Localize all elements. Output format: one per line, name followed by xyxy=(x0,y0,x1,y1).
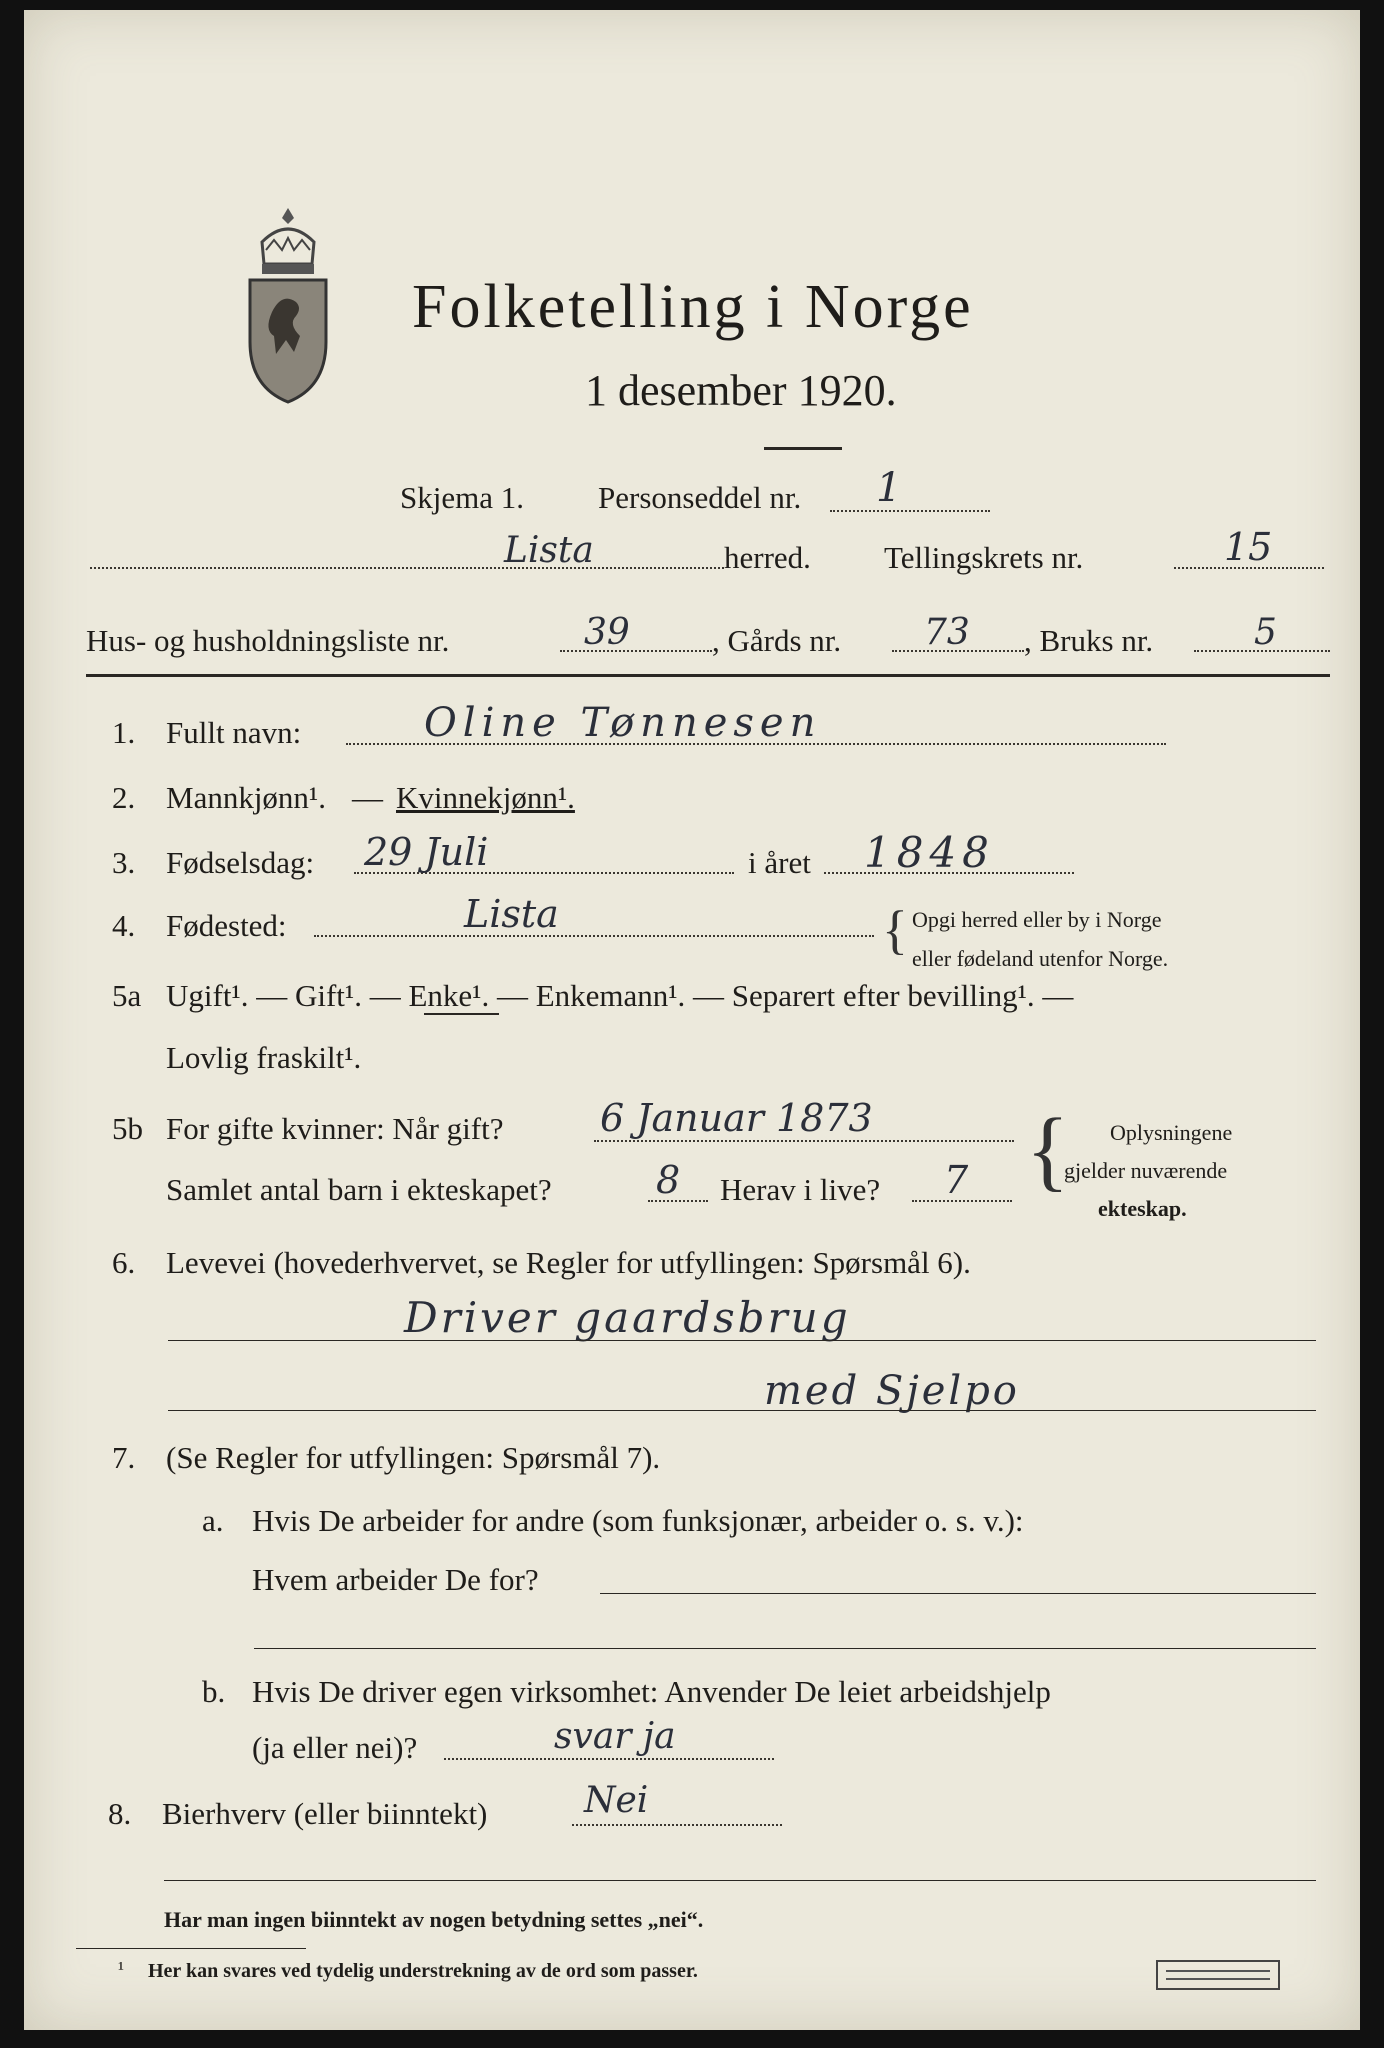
skjema-label: Skjema 1. xyxy=(400,480,524,515)
q7b-letter: b. xyxy=(202,1674,226,1709)
q4-note-line2: eller fødeland utenfor Norge. xyxy=(912,946,1169,971)
q5b-number: 5b xyxy=(112,1111,143,1146)
q7b-line1: Hvis De driver egen virksomhet: Anvender De leiet arbeidshjelp xyxy=(252,1674,1051,1709)
q3-day-value: 29 Juli xyxy=(364,830,489,874)
q4-number: 4. xyxy=(112,908,136,943)
q8-label: Bierhverv (eller biinntekt) xyxy=(162,1796,488,1831)
q6-value-line1: Driver gaardsbrug xyxy=(404,1293,851,1342)
gards-value: 73 xyxy=(924,612,970,653)
q7a-line1: Hvis De arbeider for andre (som funksjonær, arbeider o. s. v.): xyxy=(252,1503,1024,1538)
q7a-line2: Hvem arbeider De for? xyxy=(252,1562,539,1597)
q5b-brace: { xyxy=(1026,1101,1070,1200)
form-title: Folketelling i Norge xyxy=(412,273,974,341)
q5a-line1: Ugift¹. — Gift¹. — Enke¹. — Enkemann¹. — Separert efter bevilling¹. — xyxy=(166,978,1074,1013)
q5b-note-line1: Oplysningene xyxy=(1110,1120,1233,1145)
q3-number: 3. xyxy=(112,845,136,880)
gards-label: , Gårds nr. xyxy=(712,623,842,658)
printer-stamp xyxy=(1156,1960,1280,1990)
q7-label: (Se Regler for utfyllingen: Spørsmål 7). xyxy=(166,1440,661,1475)
header-divider xyxy=(86,674,1330,677)
footnote-mark: ¹ xyxy=(118,1958,124,1980)
q8-value: Nei xyxy=(584,1780,649,1821)
q1-label: Fullt navn: xyxy=(166,715,302,750)
q1-value: Oline Tønnesen xyxy=(424,700,822,746)
q2-male: Mannkjønn¹. xyxy=(166,780,326,815)
husliste-label: Hus- og husholdningsliste nr. xyxy=(86,623,450,658)
q4-value: Lista xyxy=(464,892,559,936)
bruks-value: 5 xyxy=(1254,612,1277,653)
q5b-married-value: 6 Januar 1873 xyxy=(600,1096,873,1140)
q6-value-line2: med Sjelpo xyxy=(764,1368,1020,1414)
q2-female: Kvinnekjønn¹. xyxy=(396,780,575,815)
q7b-field-line xyxy=(444,1758,774,1760)
q5b-alive-value: 7 xyxy=(944,1158,969,1202)
q4-brace: { xyxy=(882,900,908,960)
personseddel-field-line xyxy=(830,510,990,512)
bruks-label: , Bruks nr. xyxy=(1024,623,1154,658)
footer-note: Har man ingen biinntekt av nogen betydning settes „nei“. xyxy=(164,1907,704,1932)
q4-label: Fødested: xyxy=(166,908,287,943)
tellingskrets-label: Tellingskrets nr. xyxy=(884,540,1084,575)
q6-line2 xyxy=(168,1410,1316,1411)
q5a-number: 5a xyxy=(112,978,142,1013)
q7b-value: svar ja xyxy=(554,1716,676,1757)
title-divider xyxy=(764,447,842,450)
tellingskrets-value: 15 xyxy=(1224,525,1273,569)
q4-note-line1: Opgi herred eller by i Norge xyxy=(912,907,1162,932)
q8-field-line xyxy=(572,1824,782,1826)
q5b-note-line3: ekteskap. xyxy=(1098,1196,1187,1221)
q1-number: 1. xyxy=(112,715,136,750)
herred-value: Lista xyxy=(504,530,594,571)
form-date: 1 desember 1920. xyxy=(585,366,897,415)
q5b-alive-label: Herav i live? xyxy=(720,1172,881,1207)
footnote-divider xyxy=(76,1948,306,1949)
q3-label: Fødselsdag: xyxy=(166,845,315,880)
q8-number: 8. xyxy=(108,1796,132,1831)
q8-line2 xyxy=(164,1880,1316,1881)
q7a-letter: a. xyxy=(202,1503,224,1538)
herred-field-line xyxy=(90,567,724,569)
coat-of-arms-icon xyxy=(242,202,334,412)
q7b-line2: (ja eller nei)? xyxy=(252,1730,418,1765)
herred-label: herred. xyxy=(724,540,811,575)
footnote-text: Her kan svares ved tydelig understrekning av de ord som passer. xyxy=(148,1960,698,1982)
q5a-enke-underline xyxy=(424,1013,499,1015)
q5b-note-line2: gjelder nuværende xyxy=(1064,1158,1228,1183)
q7-number: 7. xyxy=(112,1440,136,1475)
q5b-children-label: Samlet antal barn i ekteskapet? xyxy=(166,1172,552,1207)
q2-number: 2. xyxy=(112,780,136,815)
personseddel-value: 1 xyxy=(876,465,902,511)
personseddel-label: Personseddel nr. xyxy=(598,480,802,515)
q7a-field-line1 xyxy=(600,1593,1316,1594)
q5b-children-value: 8 xyxy=(656,1158,681,1202)
q5b-married-label: For gifte kvinner: Når gift? xyxy=(166,1111,504,1146)
q5b-married-field-line xyxy=(594,1140,1014,1142)
q3-year-value: 1848 xyxy=(864,828,995,877)
q5a-line2: Lovlig fraskilt¹. xyxy=(166,1040,362,1075)
q7a-field-line2 xyxy=(254,1648,1316,1649)
q3-year-label: i året xyxy=(748,845,811,880)
q6-label: Levevei (hovederhvervet, se Regler for utfyllingen: Spørsmål 6). xyxy=(166,1245,971,1280)
q6-line1 xyxy=(168,1340,1316,1341)
husliste-field-line xyxy=(560,650,712,652)
q6-number: 6. xyxy=(112,1245,136,1280)
census-form-page xyxy=(24,10,1360,2030)
q2-dash: — xyxy=(352,780,383,815)
husliste-value: 39 xyxy=(584,612,630,653)
q4-field-line xyxy=(314,935,874,937)
